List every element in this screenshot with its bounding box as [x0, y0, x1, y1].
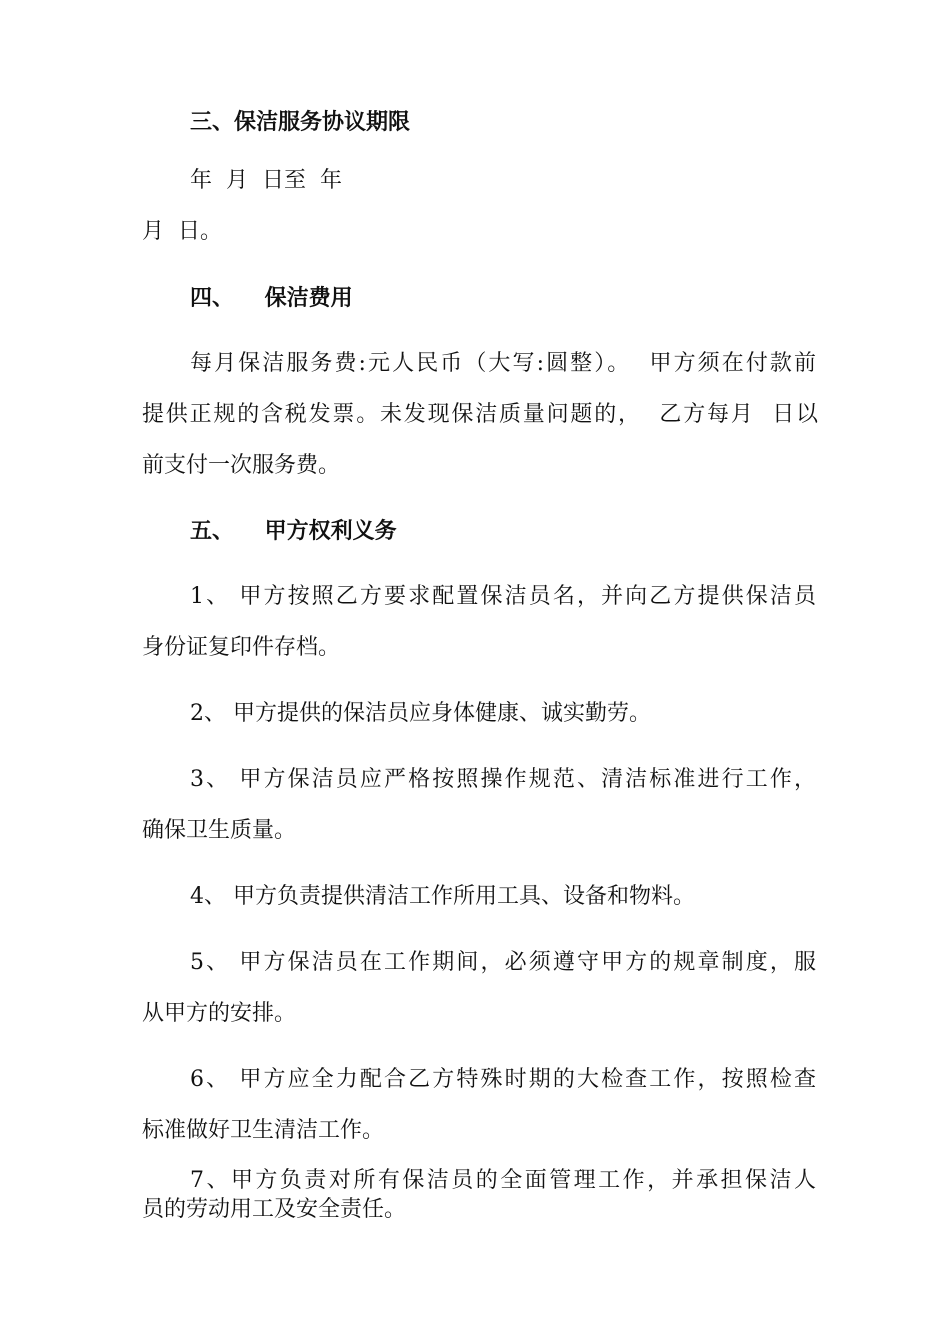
list-item-continuation: 身份证复印件存档。	[142, 635, 341, 660]
section-heading: 四、 保洁费用	[190, 286, 353, 311]
term-date-line: 月 日。	[142, 219, 222, 244]
section-heading: 三、保洁服务协议期限	[190, 110, 411, 135]
paragraph-line: 前支付一次服务费。	[142, 453, 341, 478]
paragraph-line: 提供正规的含税发票。未发现保洁质量问题的， 乙方每月 日以	[142, 402, 818, 427]
list-item: 7、甲方负责对所有保洁员的全面管理工作，并承担保洁人	[190, 1168, 816, 1193]
list-item-continuation: 员的劳动用工及安全责任。	[142, 1197, 407, 1222]
list-item-continuation: 从甲方的安排。	[142, 1001, 297, 1026]
term-date-line: 年 月 日至 年	[190, 168, 342, 193]
list-item: 1、 甲方按照乙方要求配置保洁员名，并向乙方提供保洁员	[190, 584, 816, 609]
list-item-continuation: 标准做好卫生清洁工作。	[142, 1118, 385, 1143]
list-item: 2、 甲方提供的保洁员应身体健康、诚实勤劳。	[190, 701, 651, 726]
list-item: 5、 甲方保洁员在工作期间，必须遵守甲方的规章制度，服	[190, 950, 816, 975]
list-item-continuation: 确保卫生质量。	[142, 818, 297, 843]
section-heading: 五、 甲方权利义务	[190, 519, 397, 544]
paragraph-line: 每月保洁服务费:元人民币（大写:圆整）。 甲方须在付款前	[190, 351, 816, 376]
list-item: 3、 甲方保洁员应严格按照操作规范、清洁标准进行工作，	[190, 767, 816, 792]
list-item: 6、 甲方应全力配合乙方特殊时期的大检查工作，按照检查	[190, 1067, 816, 1092]
list-item: 4、 甲方负责提供清洁工作所用工具、设备和物料。	[190, 884, 695, 909]
